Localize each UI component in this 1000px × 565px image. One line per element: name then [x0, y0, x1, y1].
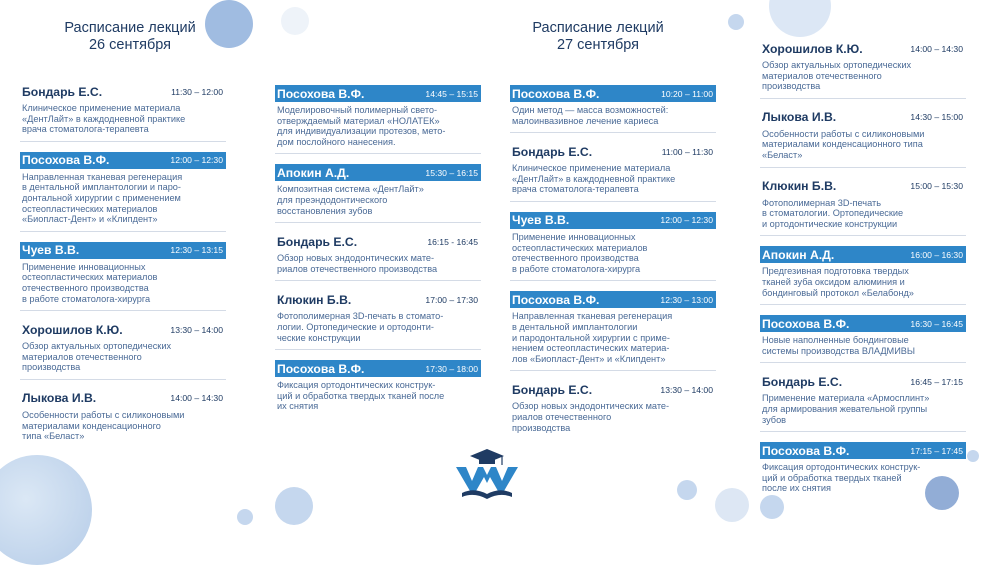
- entry-separator: [275, 153, 481, 154]
- description-line: ческие конструкции: [277, 332, 361, 343]
- entry-header: [275, 85, 481, 102]
- description-line: отверждаемый материал «НОЛАТЕК»: [277, 115, 440, 126]
- schedule-entry: [510, 212, 716, 281]
- schedule-entry: [760, 246, 966, 305]
- description-line: отечественного производства: [512, 253, 639, 264]
- description-line: «Беласт»: [762, 149, 803, 160]
- lecture-time: 12:30 – 13:00: [660, 294, 713, 305]
- lecture-description: [20, 100, 226, 135]
- entry-separator: [20, 379, 226, 380]
- description-line: для индивидуализации протезов, мето-: [277, 126, 446, 137]
- speaker-name: Посохова В.Ф.: [22, 153, 110, 168]
- day2-date: 27 сентября: [556, 37, 640, 53]
- lecture-time: 14:45 – 15:15: [425, 88, 478, 99]
- decor-circle: [275, 487, 313, 525]
- lecture-description: [275, 181, 481, 216]
- description-line: врача стоматолога-терапевта: [22, 124, 149, 135]
- decor-circle: [677, 480, 697, 500]
- description-line: Фотополимерная 3D-печать: [762, 197, 882, 208]
- description-line: врача стоматолога-терапевта: [512, 184, 639, 195]
- description-line: Применение материала «Армосплинт»: [762, 393, 930, 404]
- schedule-entry: [20, 242, 226, 311]
- description-line: риалов отечественного производства: [277, 263, 438, 274]
- description-line: донтальной хирургии с применением: [22, 192, 181, 203]
- description-line: в дентальной имплантологии: [512, 321, 638, 332]
- description-line: отечественного производства: [22, 282, 149, 293]
- entry-header: [20, 242, 226, 259]
- description-line: Применение инновационных: [512, 231, 636, 242]
- entry-separator: [760, 431, 966, 432]
- description-line: тканей зуба оксидом алюминия и: [762, 276, 905, 287]
- schedule-entry: [20, 321, 226, 380]
- description-line: остеопластических материалов: [512, 242, 648, 253]
- description-line: производства: [512, 422, 571, 433]
- description-line: «ДентЛайт» в каждодневной практике: [512, 173, 676, 184]
- lecture-description: [20, 169, 226, 225]
- description-line: Фиксация ортодонтических конструк-: [762, 462, 921, 473]
- description-line: логии. Ортопедические и ортодонти-: [277, 321, 434, 332]
- graduation-cap-book-logo-icon: [452, 447, 522, 501]
- lecture-description: [275, 250, 481, 274]
- schedule-entry: [275, 164, 481, 223]
- lecture-time: 12:30 – 13:15: [170, 245, 223, 256]
- description-line: в дентальной имплантологии и паро-: [22, 182, 181, 193]
- description-line: Особенности работы с силиконовыми: [22, 409, 185, 420]
- day1-date: 26 сентября: [88, 37, 172, 53]
- speaker-name: Посохова В.Ф.: [277, 361, 365, 376]
- decor-circle: [237, 509, 253, 525]
- description-line: Обзор актуальных ортопедических: [762, 60, 912, 70]
- lecture-description: [510, 398, 716, 433]
- entry-separator: [760, 98, 966, 99]
- lecture-description: [760, 126, 966, 161]
- description-line: Клиническое применение материала: [22, 103, 181, 113]
- lecture-description: [510, 308, 716, 364]
- description-line: материалами конденсационного типа: [762, 139, 923, 150]
- speaker-name: Клюкин Б.В.: [762, 179, 837, 194]
- speaker-name: Бондарь Е.С.: [512, 382, 593, 397]
- decor-circle: [0, 455, 92, 565]
- description-line: лов «Биопласт-Дент» и «Клипдент»: [512, 353, 666, 364]
- lecture-time: 17:30 – 18:00: [425, 363, 478, 374]
- schedule-column-1: [20, 83, 226, 452]
- schedule-entry: [20, 83, 226, 142]
- entry-separator: [275, 280, 481, 281]
- lecture-description: [275, 377, 481, 412]
- speaker-name: Посохова В.Ф.: [512, 86, 600, 101]
- speaker-name: Посохова В.Ф.: [512, 292, 600, 307]
- day1-heading: [30, 20, 230, 54]
- schedule-entry: [760, 109, 966, 168]
- entry-header: [20, 321, 226, 338]
- lecture-time: 15:00 – 15:30: [910, 181, 963, 192]
- description-line: производства: [22, 362, 81, 373]
- schedule-entry: [510, 291, 716, 371]
- entry-separator: [20, 310, 226, 311]
- schedule-entry: [275, 360, 481, 412]
- description-line: Фотополимерная 3D-печать в стомато-: [277, 311, 444, 322]
- description-line: их снятия: [277, 401, 319, 412]
- lecture-time: 16:45 – 17:15: [910, 376, 963, 387]
- description-line: «Биопласт-Дент» и «Клипдент»: [22, 214, 158, 225]
- description-line: Один метод — масса возможностей:: [512, 105, 669, 115]
- lecture-time: 12:00 – 12:30: [170, 155, 223, 166]
- description-line: после их снятия: [762, 483, 831, 494]
- entry-header: [275, 291, 481, 308]
- entry-header: [510, 291, 716, 308]
- speaker-name: Посохова В.Ф.: [762, 316, 850, 331]
- schedule-entry: [760, 373, 966, 432]
- lecture-description: [760, 263, 966, 298]
- lecture-time: 16:30 – 16:45: [910, 318, 963, 329]
- description-line: Обзор актуальных ортопедических: [22, 341, 172, 352]
- lecture-time: 17:00 – 17:30: [425, 294, 478, 305]
- description-line: Применение инновационных: [22, 261, 146, 272]
- description-line: риалов отечественного: [512, 411, 612, 422]
- lecture-description: [275, 308, 481, 343]
- decor-circle: [715, 488, 749, 522]
- description-line: остеопластических материалов: [22, 272, 158, 283]
- lecture-time: 13:30 – 14:00: [170, 324, 223, 335]
- day1-title: Расписание лекций: [64, 20, 196, 36]
- entry-header: [510, 212, 716, 229]
- entry-header: [760, 315, 966, 332]
- entry-separator: [20, 231, 226, 232]
- description-line: остеопластических материалов: [22, 203, 158, 214]
- entry-header: [760, 373, 966, 390]
- speaker-name: Апокин А.Д.: [277, 165, 350, 180]
- entry-separator: [510, 201, 716, 202]
- lecture-description: [760, 57, 966, 92]
- description-line: нением остеопластических материа-: [512, 343, 670, 354]
- entry-header: [275, 164, 481, 181]
- speaker-name: Хорошилов К.Ю.: [762, 41, 863, 56]
- lecture-time: 14:30 – 15:00: [910, 112, 963, 123]
- entry-separator: [510, 370, 716, 371]
- description-line: Композитная система «ДентЛайт»: [277, 184, 424, 195]
- description-line: зубов: [762, 414, 787, 425]
- speaker-name: Клюкин Б.В.: [277, 292, 352, 307]
- description-line: Обзор новых эндодонтических мате-: [512, 401, 670, 412]
- lecture-description: [275, 102, 481, 147]
- entry-separator: [275, 349, 481, 350]
- description-line: Моделировочный полимерный свето-: [277, 105, 438, 115]
- entry-header: [20, 152, 226, 169]
- description-line: ций и обработка твердых тканей: [762, 472, 902, 483]
- description-line: материалов отечественного: [762, 70, 882, 81]
- lecture-description: [510, 160, 716, 195]
- schedule-entry: [275, 233, 481, 281]
- entry-header: [510, 143, 716, 160]
- lecture-description: [760, 195, 966, 230]
- description-line: восстановления зубов: [277, 205, 373, 216]
- description-line: материалов отечественного: [22, 351, 142, 362]
- entry-separator: [510, 280, 716, 281]
- entry-header: [275, 360, 481, 377]
- description-line: Клиническое применение материала: [512, 163, 671, 174]
- description-line: Фиксация ортодонтических конструк-: [277, 380, 436, 391]
- description-line: типа «Беласт»: [22, 431, 85, 442]
- description-line: и ортодонтические конструкции: [762, 218, 898, 229]
- description-line: производства: [762, 81, 821, 92]
- day2-title: Расписание лекций: [532, 20, 664, 36]
- description-line: Обзор новых эндодонтических мате-: [277, 253, 435, 264]
- description-line: ций и обработка твердых тканей после: [277, 390, 445, 401]
- schedule-column-2: [275, 85, 481, 422]
- entry-header: [760, 178, 966, 195]
- description-line: бондинговый протокол «Белабонд»: [762, 287, 914, 298]
- speaker-name: Бондарь Е.С.: [277, 234, 358, 249]
- decor-circle: [769, 0, 831, 37]
- lecture-description: [760, 459, 966, 494]
- lecture-description: [510, 102, 716, 126]
- schedule-column-3: [510, 85, 716, 443]
- schedule-entry: [20, 390, 226, 442]
- schedule-entry: [760, 442, 966, 494]
- entry-separator: [760, 167, 966, 168]
- description-line: малоинвазивное лечение кариеса: [512, 115, 659, 126]
- description-line: для преэндодонтического: [277, 194, 388, 205]
- lecture-description: [20, 407, 226, 442]
- entry-header: [510, 85, 716, 102]
- entry-header: [510, 381, 716, 398]
- schedule-entry: [20, 152, 226, 232]
- description-line: Новые наполненные бондинговые: [762, 335, 909, 346]
- description-line: материалами конденсационного: [22, 420, 161, 431]
- description-line: в работе стоматолога-хирурга: [22, 293, 151, 304]
- speaker-name: Посохова В.Ф.: [277, 86, 365, 101]
- schedule-column-4: [760, 40, 966, 504]
- speaker-name: Апокин А.Д.: [762, 247, 835, 262]
- description-line: «ДентЛайт» в каждодневной практике: [22, 113, 186, 124]
- entry-separator: [275, 222, 481, 223]
- lecture-time: 15:30 – 16:15: [425, 167, 478, 178]
- schedule-entry: [760, 315, 966, 363]
- lecture-time: 10:20 – 11:00: [661, 88, 713, 99]
- entry-separator: [760, 304, 966, 305]
- entry-separator: [760, 362, 966, 363]
- lecture-time: 14:00 – 14:30: [170, 393, 223, 404]
- speaker-name: Лыкова И.В.: [22, 391, 97, 406]
- speaker-name: Чуев В.В.: [22, 243, 80, 258]
- lecture-time: 13:30 – 14:00: [660, 384, 713, 395]
- speaker-name: Лыкова И.В.: [762, 110, 837, 125]
- description-line: системы производства ВЛАДМИВЫ: [762, 345, 916, 356]
- lecture-description: [510, 229, 716, 274]
- lecture-description: [20, 259, 226, 304]
- schedule-entry: [760, 40, 966, 99]
- lecture-description: [20, 338, 226, 373]
- schedule-entry: [275, 85, 481, 154]
- schedule-entry: [510, 85, 716, 133]
- lecture-time: 17:15 – 17:45: [910, 445, 963, 456]
- lecture-time: 14:00 – 14:30: [910, 43, 963, 54]
- description-line: Направленная тканевая регенерация: [22, 171, 183, 182]
- description-line: дом послойного нанесения.: [277, 136, 396, 147]
- entry-separator: [760, 235, 966, 236]
- decor-circle: [967, 450, 979, 462]
- day2-heading: [498, 20, 698, 54]
- description-line: и пародонтальной хирургии с приме-: [512, 332, 670, 343]
- entry-header: [760, 40, 966, 57]
- entry-separator: [510, 132, 716, 133]
- entry-header: [760, 246, 966, 263]
- description-line: в работе стоматолога-хирурга: [512, 263, 641, 274]
- entry-header: [20, 83, 226, 100]
- lecture-description: [760, 390, 966, 425]
- description-line: Направленная тканевая регенерация: [512, 311, 673, 322]
- description-line: Особенности работы с силиконовыми: [762, 128, 925, 139]
- lecture-time: 11:30 – 12:00: [171, 86, 223, 97]
- lecture-time: 11:00 – 11:30: [661, 146, 713, 157]
- speaker-name: Посохова В.Ф.: [762, 443, 850, 458]
- lecture-description: [760, 332, 966, 356]
- entry-separator: [20, 141, 226, 142]
- speaker-name: Хорошилов К.Ю.: [22, 322, 123, 337]
- schedule-entry: [760, 178, 966, 237]
- description-line: Предгезивная подготовка твердых: [762, 266, 909, 277]
- entry-header: [760, 109, 966, 126]
- schedule-entry: [510, 143, 716, 202]
- lecture-time: 12:00 – 12:30: [660, 215, 713, 226]
- entry-header: [275, 233, 481, 250]
- speaker-name: Бондарь Е.С.: [22, 84, 103, 99]
- decor-circle: [728, 14, 744, 30]
- entry-header: [760, 442, 966, 459]
- speaker-name: Чуев В.В.: [512, 213, 570, 228]
- schedule-entry: [510, 381, 716, 433]
- description-line: в стоматологии. Ортопедические: [762, 208, 904, 219]
- description-line: для армирования жевательной группы: [762, 403, 928, 414]
- lecture-time: 16:15 - 16:45: [427, 236, 478, 247]
- speaker-name: Бондарь Е.С.: [512, 144, 593, 159]
- decor-circle: [281, 7, 309, 35]
- speaker-name: Бондарь Е.С.: [762, 374, 843, 389]
- entry-header: [20, 390, 226, 407]
- lecture-time: 16:00 – 16:30: [910, 249, 963, 260]
- schedule-entry: [275, 291, 481, 350]
